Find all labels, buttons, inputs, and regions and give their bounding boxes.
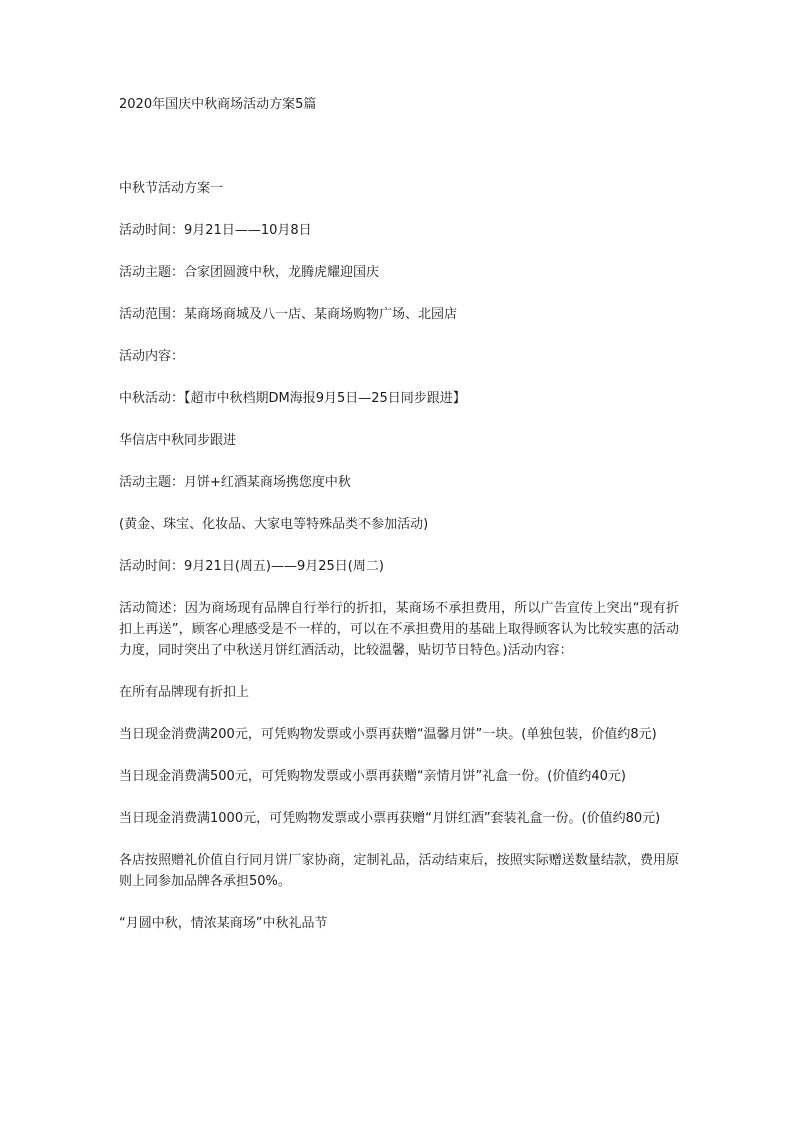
paragraph-gift-festival: “月圆中秋，情浓某商场”中秋礼品节 [119, 916, 328, 931]
paragraph-tier-200: 当日现金消费满200元，可凭购物发票或小票再获赠“温馨月饼”一块。(单独包装，价值约8元) [119, 727, 657, 742]
paragraph-all-brands: 在所有品牌现有折扣上 [119, 685, 250, 700]
document-body [119, 178, 679, 955]
paragraph-tier-1000: 当日现金消费满1000元，可凭购物发票或小票再获赠“月饼红酒”套装礼盒一份。(价值约80元) [119, 811, 661, 826]
paragraph-activity-content: 活动内容： [119, 349, 185, 364]
paragraph-activity-time-2: 活动时间：9月21日(周五)——9月25日(周二) [119, 559, 384, 574]
paragraph-activity-time: 活动时间：9月21日——10月8日 [119, 223, 312, 238]
paragraph-midautumn-activity: 中秋活动：【超市中秋档期DM海报9月5日—25日同步跟进】 [119, 391, 466, 406]
paragraph-activity-theme: 活动主题：合家团圆渡中秋，龙腾虎耀迎国庆 [119, 265, 380, 280]
paragraph-activity-scope: 活动范围：某商场商城及八一店、某商场购物广场、北园店 [119, 307, 458, 322]
paragraph-exclusions: (黄金、珠宝、化妆品、大家电等特殊品类不参加活动) [119, 517, 429, 532]
paragraph-huaxin-store: 华信店中秋同步跟进 [119, 433, 237, 448]
paragraph-tier-500: 当日现金消费满500元，可凭购物发票或小票再获赠“亲情月饼”礼盒一份。(价值约40元) [119, 769, 626, 784]
document-title: 2020年国庆中秋商场活动方案5篇 [119, 97, 317, 112]
paragraph-theme-mooncake: 活动主题：月饼+红酒某商场携您度中秋 [119, 475, 351, 490]
paragraph-settlement: 各店按照赠礼价值自行同月饼厂家协商，定制礼品，活动结束后，按照实际赠送数量结款，费用原则上同参加品牌各承担50%。 [119, 853, 679, 889]
section-heading: 中秋节活动方案一 [119, 181, 224, 196]
paragraph-activity-summary: 活动简述：因为商场现有品牌自行举行的折扣，某商场不承担费用，所以广告宣传上突出“现有折扣上再送”，顾客心理感受是不一样的，可以在不承担费用的基础上取得顾客认为比较实惠的活动力度，同时突出了中秋送月饼红酒活动，比较温馨，贴切节日特色。)活动内容： [119, 601, 679, 658]
